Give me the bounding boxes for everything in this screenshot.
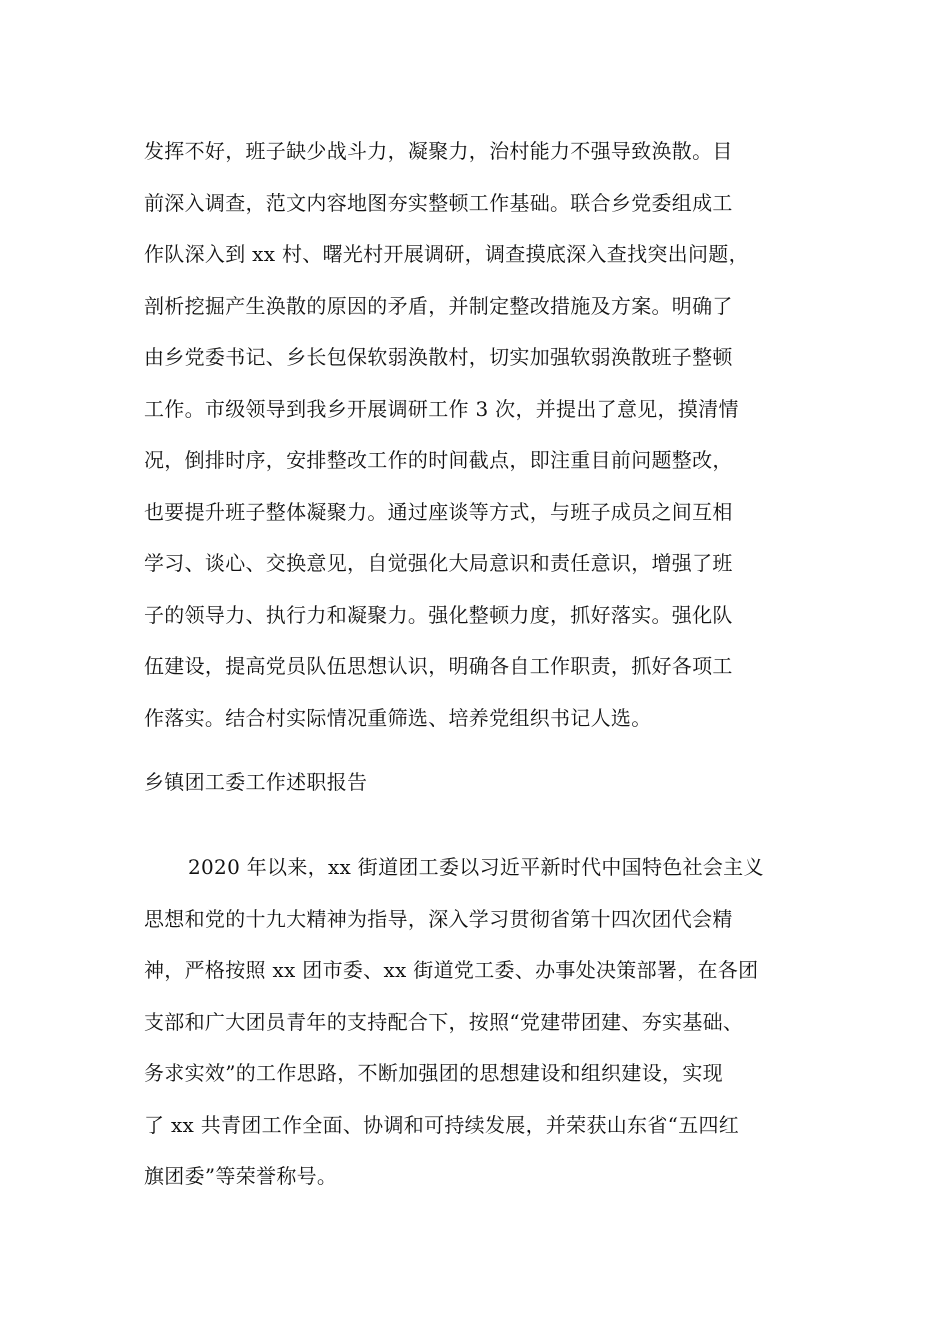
- body-paragraph: [144, 126, 814, 744]
- heading-text: 乡镇团工委工作述职报告: [144, 770, 368, 794]
- paragraph-line: 作队深入到 xx 村、曙光村开展调研，调查摸底深入查找突出问题，: [144, 242, 749, 266]
- paragraph-line: 学习、谈心、交换意见，自觉强化大局意识和责任意识，增强了班: [144, 551, 733, 575]
- paragraph-line: 剖析挖掘产生涣散的原因的矛盾，并制定整改措施及方案。明确了: [144, 293, 733, 318]
- paragraph-line: 了 xx 共青团工作全面、协调和可持续发展，并荣获山东省“五四红: [144, 1112, 740, 1137]
- section-heading: [144, 757, 814, 809]
- paragraph-line: 子的领导力、执行力和凝聚力。强化整顿力度，抓好落实。强化队: [144, 602, 733, 627]
- paragraph-line: 发挥不好，班子缺少战斗力，凝聚力，治村能力不强导致涣散。目: [144, 139, 733, 163]
- paragraph-line: 况，倒排时序，安排整改工作的时间截点，即注重目前问题整改，: [144, 448, 733, 472]
- report-paragraph: [144, 842, 814, 1203]
- paragraph-line: 务求实效”的工作思路，不断加强团的思想建设和组织建设，实现: [144, 1061, 723, 1085]
- paragraph-line: 思想和党的十九大精神为指导，深入学习贯彻省第十四次团代会精: [144, 906, 733, 931]
- paragraph-line: 2020 年以来，xx 街道团工委以习近平新时代中国特色社会主义: [188, 855, 764, 879]
- paragraph-line: 也要提升班子整体凝聚力。通过座谈等方式，与班子成员之间互相: [144, 499, 733, 524]
- paragraph-line: 旗团委”等荣誉称号。: [144, 1164, 338, 1188]
- paragraph-line: 工作。市级领导到我乡开展调研工作 3 次，并提出了意见，摸清情: [144, 396, 739, 421]
- paragraph-line: 神，严格按照 xx 团市委、xx 街道党工委、办事处决策部署，在各团: [144, 958, 759, 982]
- paragraph-line: 伍建设，提高党员队伍思想认识，明确各自工作职责，抓好各项工: [144, 654, 733, 678]
- paragraph-line: 前深入调查，范文内容地图夯实整顿工作基础。联合乡党委组成工: [144, 190, 733, 215]
- paragraph-line: 支部和广大团员青年的支持配合下，按照“党建带团建、夯实基础、: [144, 1009, 744, 1034]
- paragraph-line: 作落实。结合村实际情况重筛选、培养党组织书记人选。: [144, 705, 652, 730]
- paragraph-line: 由乡党委书记、乡长包保软弱涣散村，切实加强软弱涣散班子整顿: [144, 345, 733, 369]
